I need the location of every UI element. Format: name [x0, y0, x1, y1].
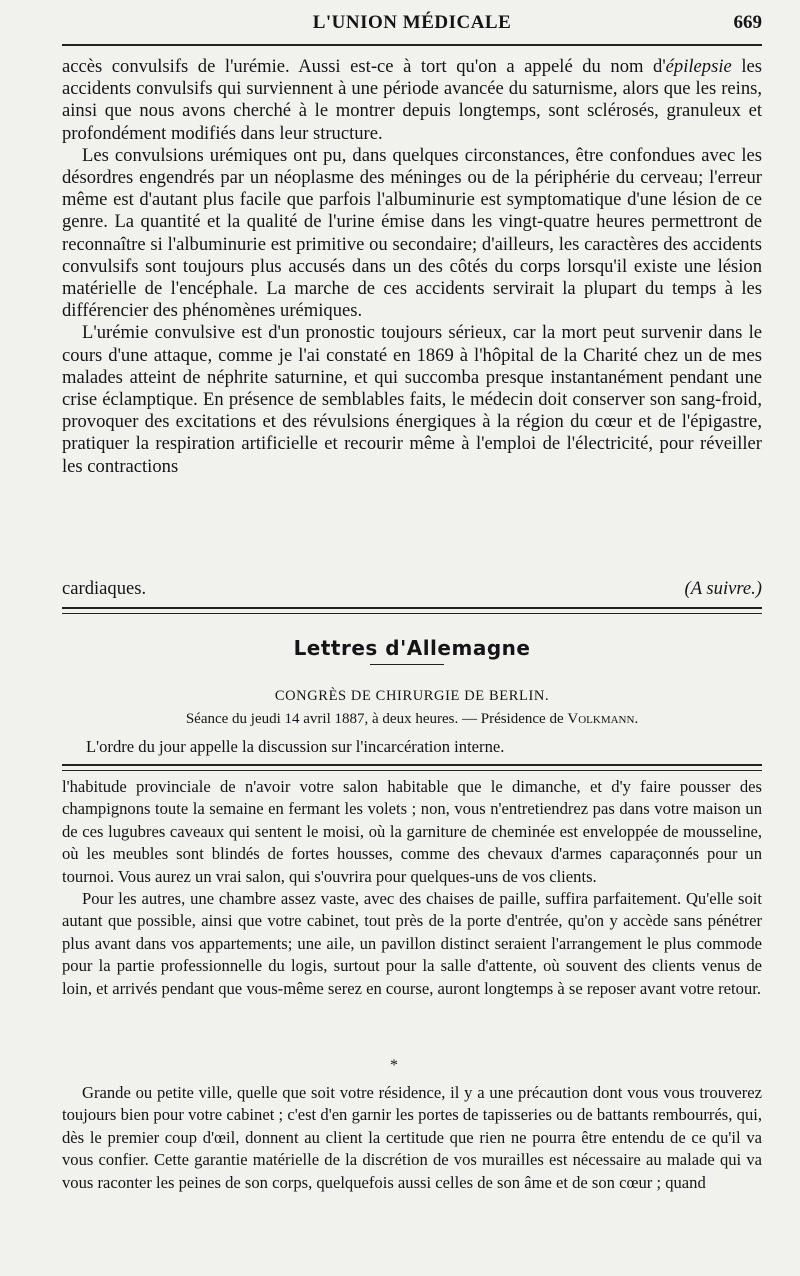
paragraph-salon: l'habitude provinciale de n'avoir votre salon habitable que le dimanche, et d'y faire pousser des champignons toute la semaine en fermant les volets ; non, vous n'entretiendrez pas dans votre maison un de ces lugubres caveaux qui sentent le moisi, où la garniture de cheminée est enveloppée de mousseline, où les meubles sont blindés de fortes housses, comme des chevaux d'armes caparaçonnés pour un tournoi. Vous aurez un vrai salon, qui s'ouvrira pour quelques-uns de vos clients. [62, 777, 762, 886]
text-run: les accidents convulsifs qui surviennent à une période avancée du saturnisme, alors que les reins, ainsi que nous avons cherché à le montrer depuis longtemps, sont sclérosés, granuleux et profondément modifiés dans leur structure. [62, 56, 762, 144]
text-run: accès convulsifs de l'urémie. Aussi est-ce à tort qu'on a appelé du nom d' [62, 56, 666, 77]
feuilleton-text [62, 776, 762, 1000]
running-title: L'UNION MÉDICALE [312, 12, 512, 33]
text-run: . [634, 711, 639, 727]
congress-heading: CONGRÈS DE CHIRURGIE DE BERLIN. [274, 688, 550, 704]
section-divider-2 [62, 764, 762, 771]
paragraph-convulsions: Les convulsions urémiques ont pu, dans quelques circonstances, être confondues avec les désordres engendrés par un néoplasme des méninges ou de la périphérie du cerveau; l'erreur même est d'autant plus facile que parfois l'albuminurie est symptomatique d'une lésion de ce genre. La quantité et la qualité de l'urine émise dans les vingt-quatre heures permettront de reconnaître si l'albuminurie est primitive ou secondaire; d'ailleurs, les caractères des accidents convulsifs sont toujours plus accusés dans un des côtés du corps lorsqu'il existe une lésion matérielle de l'encéphale. La marche de ces accidents servirait la plupart du temps à les différencier des phénomènes urémiques. [62, 144, 762, 322]
paragraph-chambre: Pour les autres, une chambre assez vaste, avec des chaises de paille, suffira parfaitement. Qu'elle soit autant que possible, ainsi que votre cabinet, tout près de la porte d'entrée, qu'on y accède sans pénétrer plus avant dans vos appartements; une aile, un pavillon distinct seraient l'arrangement le plus commode pour la partie professionnelle du logis, surtout pour la salle d'attente, où souvent des clients venus de loin, et arrivés pendant que vous-même serez en course, auront longtemps à se reposer avant votre retour. [62, 889, 762, 998]
agenda-line: L'ordre du jour appelle la discussion sur l'incarcération interne. [86, 737, 505, 756]
paragraph-cabinet: Grande ou petite ville, quelle que soit votre résidence, il y a une précaution dont vous vous trouverez toujours bien pour votre cabinet ; c'est d'en garnir les portes de tapisseries ou de battants rembourrés, qui, dès le premier coup d'œil, donnent au client la certitude que rien ne pourra être entendu de ce qu'il va vous confier. Cette garantie matérielle de la discrétion de vos murailles est nécessaire au malade qui va vous raconter les peines de son corps, quelquefois aussi celles de son âme et de son cœur ; quand [62, 1083, 762, 1192]
session-line [62, 711, 762, 728]
article-continuation [62, 56, 762, 478]
header-rule [62, 44, 762, 46]
last-word: cardiaques. [62, 578, 147, 599]
a-suivre: (A suivre.) [684, 578, 762, 599]
section-divider [62, 607, 762, 614]
section-title: Lettres d'Allemagne [293, 636, 531, 660]
paragraph-pronostic: L'urémie convulsive est d'un pronostic toujours sérieux, car la mort peut survenir dans le cours d'une attaque, comme je l'ai constaté en 1869 à l'hôpital de la Charité chez un de mes malades atteint de néphrite saturnine, et qui succomba presque instantanément pendant une crise éclamptique. En présence de semblables faits, le médecin doit conserver son sang-froid, provoquer des excitations et des révulsions énergiques à la région du cœur et de l'épigastre, pratiquer la respiration artificielle et recourir même à l'emploi de l'électricité, pour réveiller les contractions [62, 322, 762, 477]
president-name: Volkmann [567, 711, 635, 727]
text-run: Séance du jeudi 14 avril 1887, à deux heures. — Présidence de [185, 711, 568, 727]
asterisk-separator: * [390, 1057, 398, 1074]
paragraph-uremie-epilepsie [62, 56, 762, 145]
page-number: 669 [733, 12, 762, 33]
running-header [62, 8, 762, 38]
title-underline [370, 664, 444, 665]
emphasis-epilepsie: épilepsie [665, 56, 732, 77]
signoff-line [62, 578, 762, 600]
feuilleton-text-2 [62, 1082, 762, 1194]
